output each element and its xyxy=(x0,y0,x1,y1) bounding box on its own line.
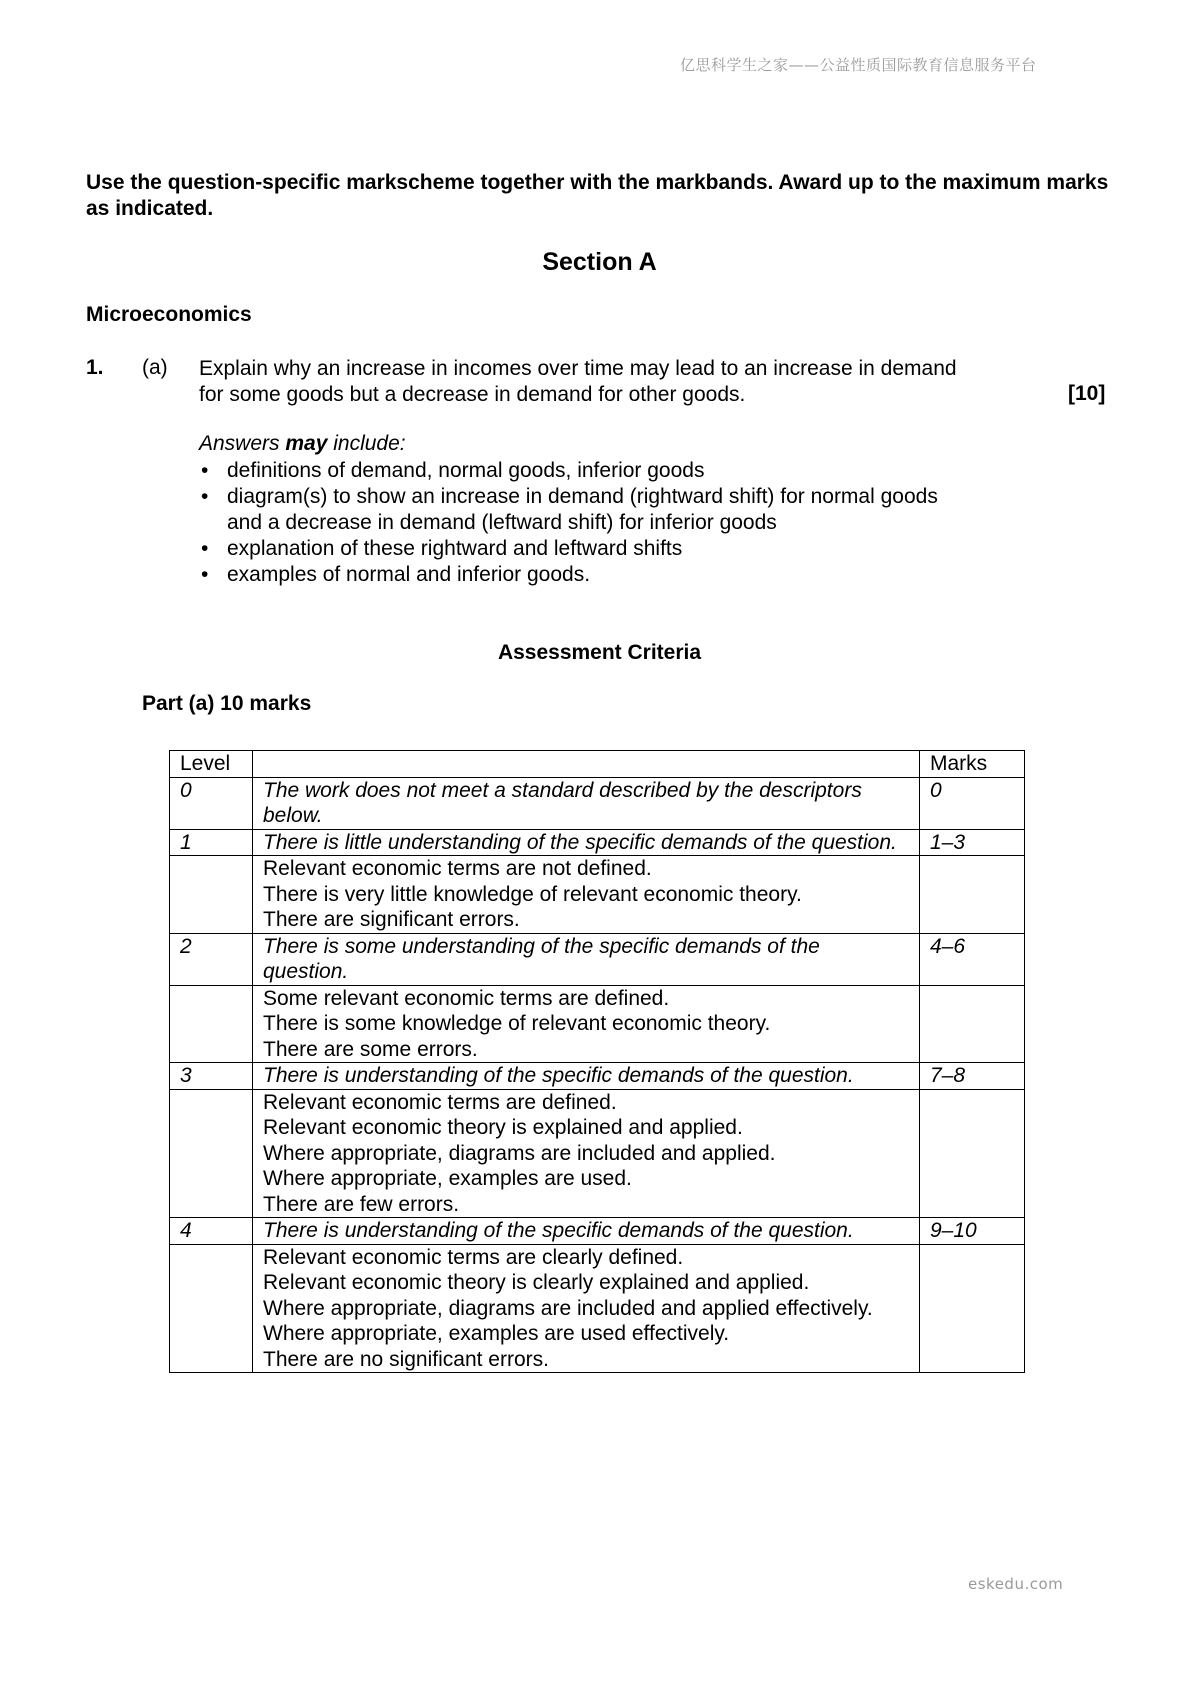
bullet-icon: • xyxy=(201,485,209,508)
descriptor-line: Where appropriate, diagrams are included and applied effectively. xyxy=(263,1296,873,1320)
descriptor-details xyxy=(253,1089,920,1218)
descriptor-line: There is very little knowledge of relevant economic theory. xyxy=(263,882,802,906)
header-level: Level xyxy=(170,751,253,778)
answers-emphasis: may xyxy=(285,432,328,455)
marks-cell: 4–6 xyxy=(920,933,1025,985)
marks-cell: 1–3 xyxy=(920,829,1025,856)
descriptor-line: Relevant economic terms are defined. xyxy=(263,1090,617,1114)
level-cell-empty xyxy=(170,1244,253,1373)
answer-item-text: definitions of demand, normal goods, inferior goods xyxy=(227,459,705,482)
descriptor-details xyxy=(253,985,920,1063)
marks-cell-empty xyxy=(920,856,1025,934)
descriptor-summary: There is understanding of the specific demands of the question. xyxy=(253,1063,920,1090)
descriptor-line: There are few errors. xyxy=(263,1192,460,1216)
answer-item-text: examples of normal and inferior goods. xyxy=(227,563,591,586)
question-part: (a) xyxy=(142,356,168,379)
descriptor-line: Relevant economic theory is clearly explained and applied. xyxy=(263,1271,810,1294)
answer-item xyxy=(199,484,939,536)
question-text: Explain why an increase in incomes over time may lead to an increase in demand for some goods but a decrease in demand for other goods. xyxy=(199,357,957,406)
table-row-details xyxy=(170,1244,1025,1373)
level-cell-empty xyxy=(170,985,253,1063)
table-row xyxy=(170,777,1025,829)
descriptor-summary: There is little understanding of the specific demands of the question. xyxy=(253,829,920,856)
marks-cell: 0 xyxy=(920,777,1025,829)
descriptor-line: There is some knowledge of relevant economic theory. xyxy=(263,1012,771,1035)
marks-cell-empty xyxy=(920,985,1025,1063)
marks-cell: 7–8 xyxy=(920,1063,1025,1090)
bullet-icon: • xyxy=(201,459,209,482)
section-title: Section A xyxy=(542,248,657,276)
descriptor-line: There are significant errors. xyxy=(263,908,520,931)
table-header-row xyxy=(170,751,1025,778)
descriptor-line: Relevant economic theory is explained and applied. xyxy=(263,1116,743,1139)
instruction-text: Use the question-specific markscheme together with the markbands. Award up to the maximum marks as indicated. xyxy=(86,171,1109,220)
header-descriptor xyxy=(253,751,920,778)
answers-suffix: include: xyxy=(327,432,406,455)
descriptor-details xyxy=(253,856,920,934)
subsection-heading: Microeconomics xyxy=(86,303,252,326)
marks-cell-empty xyxy=(920,1244,1025,1373)
answers-heading xyxy=(199,432,406,456)
descriptor-summary: There is some understanding of the specific demands of the question. xyxy=(253,933,920,985)
descriptor-line: Some relevant economic terms are defined. xyxy=(263,986,670,1010)
level-cell: 3 xyxy=(170,1063,253,1090)
table-row xyxy=(170,1218,1025,1245)
answer-item-text: diagram(s) to show an increase in demand (rightward shift) for normal goods and a decrease in demand (leftward shift) for inferior goods xyxy=(227,485,938,534)
answer-item-text: explanation of these rightward and leftward shifts xyxy=(227,537,683,560)
bullet-icon: • xyxy=(201,563,209,586)
part-heading: Part (a) 10 marks xyxy=(142,692,312,715)
bullet-icon: • xyxy=(201,537,209,560)
answer-item xyxy=(199,562,939,588)
answer-item xyxy=(199,458,939,484)
watermark-bottom: eskedu.com xyxy=(968,1575,1064,1593)
watermark-top: 亿思科学生之家——公益性质国际教育信息服务平台 xyxy=(680,56,1037,74)
level-cell: 4 xyxy=(170,1218,253,1245)
question-number: 1. xyxy=(86,356,104,379)
answer-list xyxy=(199,458,939,588)
level-cell: 2 xyxy=(170,933,253,985)
descriptor-line: Where appropriate, examples are used. xyxy=(263,1167,632,1190)
table-row xyxy=(170,1063,1025,1090)
assessment-criteria-table xyxy=(169,750,1025,1373)
answer-item xyxy=(199,536,939,562)
descriptor-line: Relevant economic terms are not defined. xyxy=(263,857,652,880)
descriptor-line: Where appropriate, examples are used effectively. xyxy=(263,1322,730,1345)
descriptor-line: There are some errors. xyxy=(263,1037,478,1061)
descriptor-line: Where appropriate, diagrams are included and applied. xyxy=(263,1141,776,1165)
header-marks: Marks xyxy=(920,751,1025,778)
descriptor-line: There are no significant errors. xyxy=(263,1347,549,1371)
descriptor-details xyxy=(253,1244,920,1373)
level-cell-empty xyxy=(170,1089,253,1218)
table-row xyxy=(170,829,1025,856)
descriptor-line: Relevant economic terms are clearly defined. xyxy=(263,1245,684,1269)
question-marks: [10] xyxy=(1068,382,1106,405)
assessment-criteria-title: Assessment Criteria xyxy=(497,641,702,664)
descriptor-summary: There is understanding of the specific demands of the question. xyxy=(253,1218,920,1245)
table-row-details xyxy=(170,1089,1025,1218)
marks-cell-empty xyxy=(920,1089,1025,1218)
marks-cell: 9–10 xyxy=(920,1218,1025,1245)
table-row-details xyxy=(170,856,1025,934)
level-cell: 1 xyxy=(170,829,253,856)
level-cell-empty xyxy=(170,856,253,934)
level-cell: 0 xyxy=(170,777,253,829)
answers-prefix: Answers xyxy=(199,432,286,455)
table-row xyxy=(170,933,1025,985)
table-row-details xyxy=(170,985,1025,1063)
descriptor-summary: The work does not meet a standard described by the descriptors below. xyxy=(253,777,920,829)
